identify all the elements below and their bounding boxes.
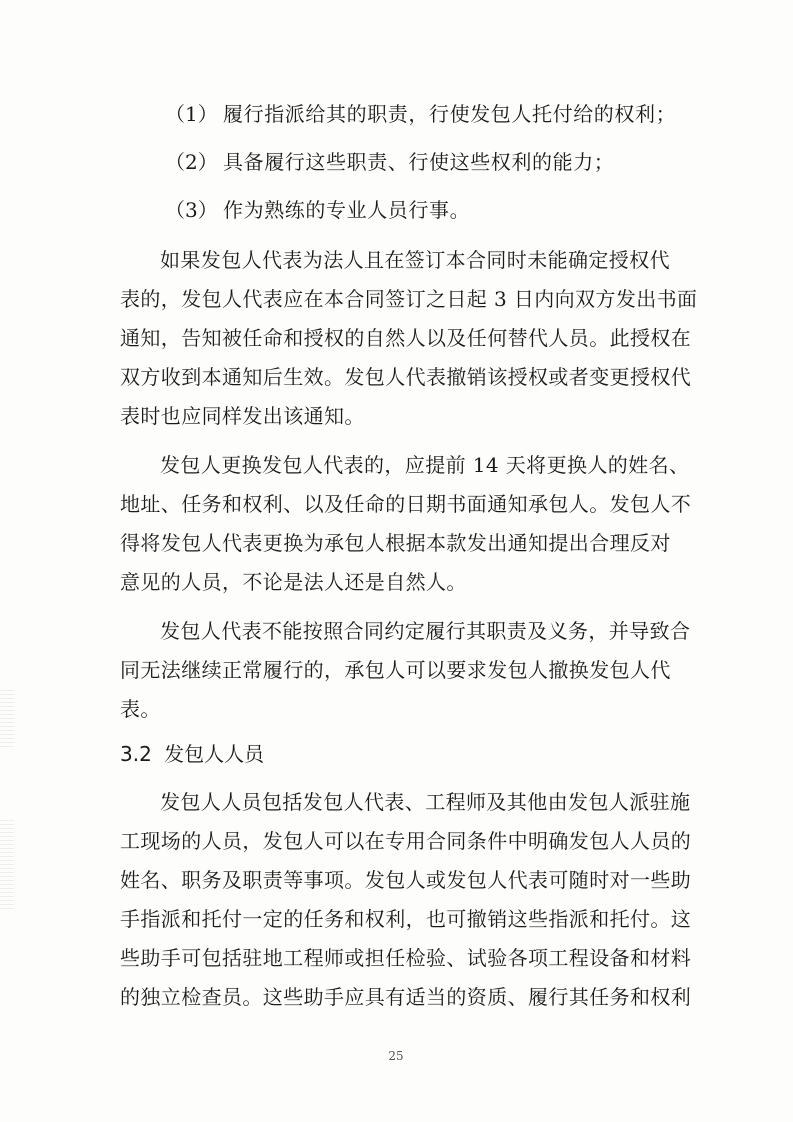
scan-edge-mark <box>0 820 14 910</box>
paragraph-line: 姓名、职务及职责等事项。发包人或发包人代表可随时对一些助 <box>120 868 692 892</box>
list-item-number: （2） <box>165 150 218 174</box>
list-item-number: （3） <box>165 198 218 222</box>
paragraph-line: 发包人代表不能按照合同约定履行其职责及义务，并导致合 <box>160 619 691 643</box>
paragraph-line: 工现场的人员，发包人可以在专用合同条件中明确发包人人员的 <box>120 829 692 853</box>
paragraph-line: 表。 <box>120 697 161 721</box>
paragraph-line: 地址、任务和权利、以及任命的日期书面通知承包人。发包人不 <box>120 492 692 516</box>
paragraph-line: 得将发包人代表更换为承包人根据本款发出通知提出合理反对 <box>120 531 671 555</box>
paragraph-line: 同无法继续正常履行的，承包人可以要求发包人撤换发包人代 <box>120 658 671 682</box>
paragraph-line: 通知，告知被任命和授权的自然人以及任何替代人员。此授权在 <box>120 326 692 350</box>
list-item <box>165 98 676 130</box>
section-title: 发包人人员 <box>164 742 265 766</box>
list-item-number: （1） <box>165 102 218 126</box>
section-heading <box>120 738 264 770</box>
section-number: 3.2 <box>120 742 152 766</box>
paragraph-line: 手指派和托付一定的任务和权利，也可撤销这些指派和托付。这 <box>120 907 692 931</box>
paragraph-line: 如果发包人代表为法人且在签订本合同时未能确定授权代 <box>160 248 670 272</box>
list-item-text: 作为熟练的专业人员行事。 <box>223 198 471 222</box>
paragraph-line: 发包人更换发包人代表的，应提前 14 天将更换人的姓名、 <box>160 453 690 477</box>
list-item <box>165 146 614 178</box>
paragraph-line: 意见的人员，不论是法人还是自然人。 <box>120 570 467 594</box>
paragraph-line: 些助手可包括驻地工程师或担任检验、试验各项工程设备和材料 <box>120 946 692 970</box>
list-item-text: 具备履行这些职责、行使这些权利的能力； <box>223 150 615 174</box>
scan-edge-mark <box>0 690 14 750</box>
paragraph-line: 的独立检查员。这些助手应具有适当的资质、履行其任务和权利 <box>120 985 692 1009</box>
page-number: 25 <box>388 1049 404 1063</box>
list-item-text: 履行指派给其的职责，行使发包人托付给的权利； <box>223 102 677 126</box>
paragraph-line: 表时也应同样发出该通知。 <box>120 404 365 428</box>
list-item <box>165 194 470 226</box>
paragraph-line: 双方收到本通知后生效。发包人代表撤销该授权或者变更授权代 <box>120 365 692 389</box>
paragraph-line: 表的，发包人代表应在本合同签订之日起 3 日内向双方发出书面 <box>120 287 698 311</box>
paragraph-line: 发包人人员包括发包人代表、工程师及其他由发包人派驻施 <box>160 790 691 814</box>
